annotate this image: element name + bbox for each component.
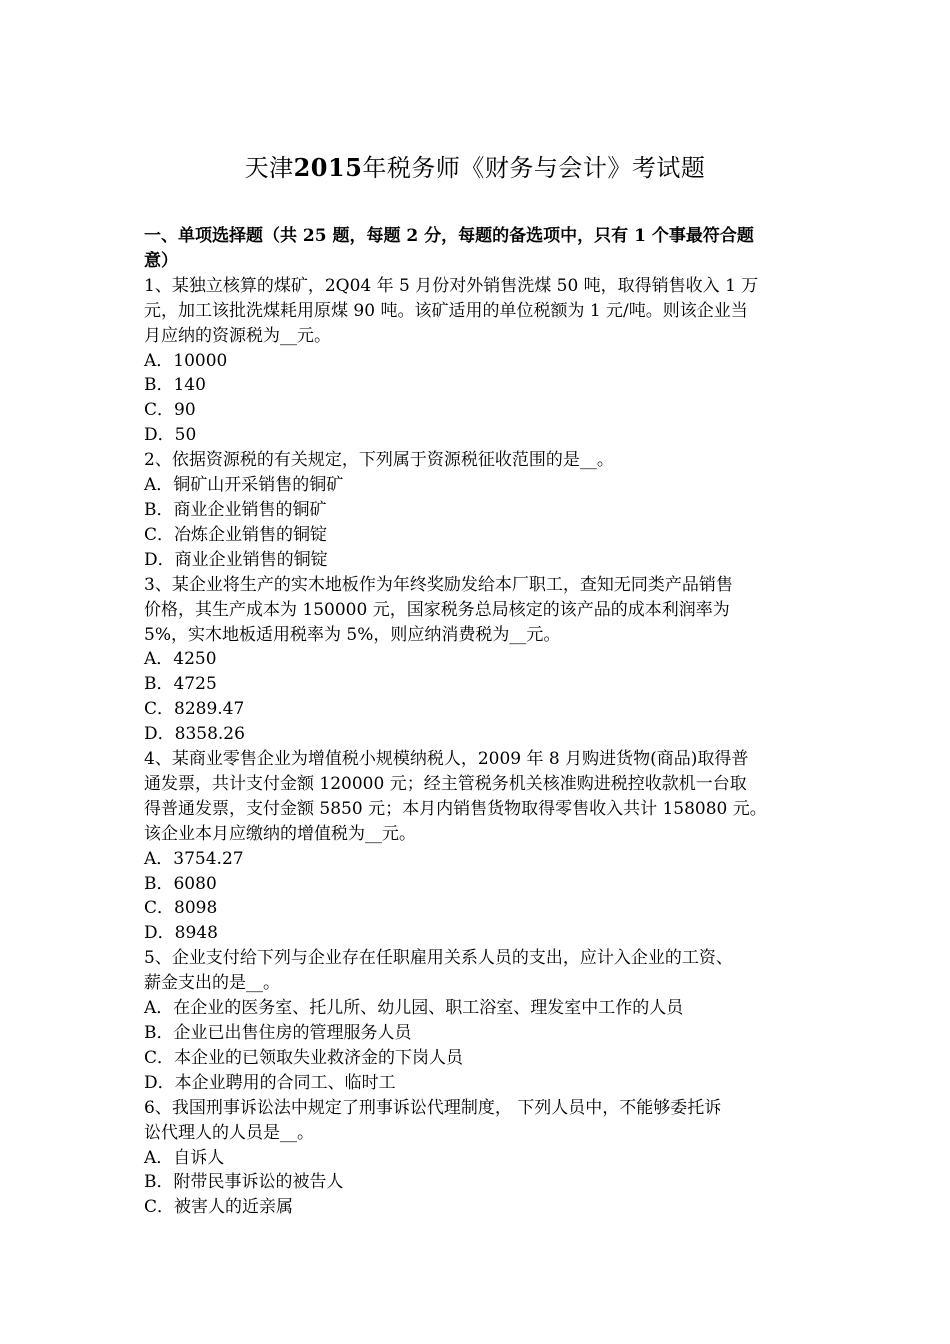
option-b: B．140 xyxy=(144,375,206,396)
option-a: A．在企业的医务室、托儿所、幼儿园、职工浴室、理发室中工作的人员 xyxy=(144,998,684,1019)
option-a: A．铜矿山开采销售的铜矿 xyxy=(144,475,344,496)
title-prefix: 天津 xyxy=(244,154,294,182)
document-title xyxy=(0,150,950,186)
question-text-line: 3、某企业将生产的实木地板作为年终奖励发给本厂职工，查知无同类产品销售 xyxy=(144,574,733,595)
question-text-line: 价格，其生产成本为 150000 元，国家税务总局核定的该产品的成本利润率为 xyxy=(144,599,730,620)
question-text-line: 薪金支出的是__。 xyxy=(144,973,280,994)
question-text-line: 5%，实木地板适用税率为 5%，则应纳消费税为__元。 xyxy=(144,624,561,645)
option-c: C．8289.47 xyxy=(144,699,245,720)
question-3 xyxy=(144,573,820,747)
option-b: B．附带民事诉讼的被告人 xyxy=(144,1172,344,1193)
question-text-line: 讼代理人的人员是__。 xyxy=(144,1122,314,1143)
option-d: D．8358.26 xyxy=(144,724,245,745)
question-text-line: 元，加工该批洗煤耗用原煤 90 吨。该矿适用的单位税额为 1 元/吨。则该企业当 xyxy=(144,300,748,321)
document-body xyxy=(144,224,820,1220)
question-text-line: 5、企业支付给下列与企业存在任职雇用关系人员的支出，应计入企业的工资、 xyxy=(144,948,733,969)
question-6 xyxy=(144,1096,820,1221)
option-c: C．8098 xyxy=(144,898,218,919)
option-a: A．自诉人 xyxy=(144,1147,225,1168)
question-5 xyxy=(144,946,820,1095)
option-c: C．本企业的已领取失业救济金的下岗人员 xyxy=(144,1047,464,1068)
title-suffix: 年税务师《财务与会计》考试题 xyxy=(362,154,706,182)
title-year: 2015 xyxy=(293,153,363,182)
question-4 xyxy=(144,747,820,946)
option-a: A．3754.27 xyxy=(144,848,244,869)
option-b: B．6080 xyxy=(144,873,217,894)
question-text-line: 1、某独立核算的煤矿，2Q04 年 5 月份对外销售洗煤 50 吨，取得销售收入 1 万 xyxy=(144,275,759,296)
option-b: B．商业企业销售的铜矿 xyxy=(144,499,327,520)
option-a: A．4250 xyxy=(144,649,217,670)
question-2 xyxy=(144,448,820,573)
option-d: D．商业企业销售的铜锭 xyxy=(144,549,328,570)
question-text-line: 月应纳的资源税为__元。 xyxy=(144,325,331,346)
option-d: D．50 xyxy=(144,425,197,446)
section-heading-line: 意） xyxy=(144,250,178,271)
option-a: A．10000 xyxy=(144,350,228,371)
option-b: B．4725 xyxy=(144,674,217,695)
question-text-line: 该企业本月应缴纳的增值税为__元。 xyxy=(144,823,416,844)
question-text-line: 通发票，共计支付金额 120000 元；经主管税务机关核准购进税控收款机一台取 xyxy=(144,773,747,794)
option-d: D．本企业聘用的合同工、临时工 xyxy=(144,1072,396,1093)
question-text-line: 2、依据资源税的有关规定，下列属于资源税征收范围的是__。 xyxy=(144,450,614,471)
question-text-line: 4、某商业零售企业为增值税小规模纳税人，2009 年 8 月购进货物(商品)取得普 xyxy=(144,749,749,770)
option-b: B．企业已出售住房的管理服务人员 xyxy=(144,1023,412,1043)
question-text-line: 6、我国刑事诉讼法中规定了刑事诉讼代理制度， 下列人员中，不能够委托诉 xyxy=(144,1097,722,1118)
option-c: C．冶炼企业销售的铜锭 xyxy=(144,524,328,545)
option-c: C．被害人的近亲属 xyxy=(144,1197,294,1218)
question-text-line: 得普通发票，支付金额 5850 元；本月内销售货物取得零售收入共计 158080 元。 xyxy=(144,798,767,819)
question-1 xyxy=(144,274,820,448)
section-heading xyxy=(144,224,820,274)
option-d: D．8948 xyxy=(144,923,218,944)
section-heading-line: 一、单项选择题（共 25 题，每题 2 分，每题的备选项中，只有 1 个事最符合题 xyxy=(144,226,754,246)
option-c: C．90 xyxy=(144,400,196,421)
